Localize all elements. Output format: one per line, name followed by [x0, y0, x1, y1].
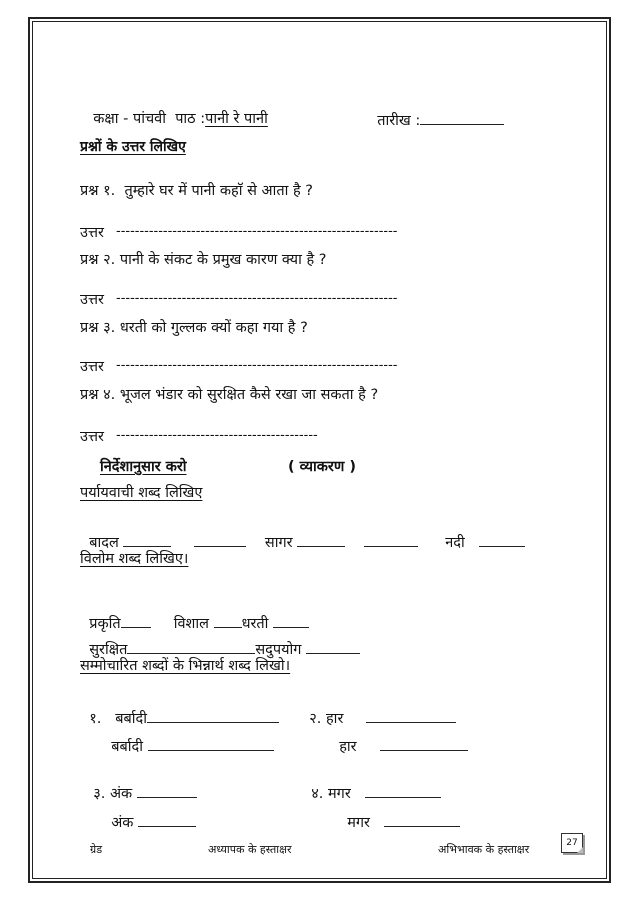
- section-title: प्रश्नों के उत्तर लिखिए: [80, 139, 186, 155]
- synonym-word-1: बादल: [89, 535, 119, 551]
- date-blank: [420, 110, 504, 125]
- question-3: प्रश्न ३. धरती को गुल्लक क्यों कहा गया है ?: [80, 320, 308, 336]
- homonym-item-2b: [330, 718, 468, 756]
- answer-line-2: ------------------------------------------------------------: [116, 291, 398, 306]
- homonyms-title: सम्मोचारित शब्दों के भिन्नार्थ शब्द लिखो।: [80, 658, 291, 674]
- homonym-num-4: ४.: [311, 786, 324, 802]
- homonym-word-1: बर्बादी: [115, 711, 147, 727]
- homonym-word-2: हार: [325, 711, 344, 727]
- antonym-word-4: सुरक्षित: [89, 642, 128, 658]
- date-field: [368, 92, 504, 130]
- footer-teacher-sign: अध्यापक के हस्ताक्षर: [208, 843, 292, 856]
- antonyms-title: विलोम शब्द लिखिए।: [80, 551, 189, 567]
- synonyms-title: पर्यायवाची शब्द लिखिए: [80, 485, 203, 501]
- homonym-word-3: अंक: [109, 786, 133, 802]
- homonym-item-4b: [338, 794, 460, 832]
- date-label: तारीख :: [377, 113, 421, 129]
- homonym-word-2b: हार: [339, 739, 357, 755]
- antonym-blank-5: [306, 639, 360, 654]
- antonym-word-1: प्रकृति: [89, 616, 121, 632]
- synonym-blank-1a: [123, 532, 171, 547]
- question-1: प्रश्न १. तुम्हारे घर में पानी कहाॅ से आता है ?: [80, 183, 313, 199]
- answer-label-4: उत्तर: [80, 429, 104, 445]
- answer-line-1: ------------------------------------------------------------: [116, 224, 398, 239]
- answer-line-4: -------------------------------------------: [116, 428, 318, 443]
- antonym-word-5: सदुपयोग: [255, 642, 302, 658]
- synonym-word-3: नदी: [445, 535, 465, 551]
- synonym-blank-3: [479, 532, 525, 547]
- homonym-num-3: ३.: [93, 786, 106, 802]
- footer-parent-sign: अभिभावक के हस्ताक्षर: [438, 843, 530, 856]
- question-4: प्रश्न ४. भूजल भंडार को सुरक्षित कैसे रखा जा सकता है ?: [80, 387, 379, 403]
- page-number: 27: [561, 833, 583, 853]
- question-2: प्रश्न २. पानी के संकट के प्रमुख कारण क्या है ?: [80, 252, 327, 268]
- synonym-row: [80, 514, 525, 552]
- answer-line-3: ------------------------------------------------------------: [116, 358, 398, 373]
- homonym-word-1b: बर्बादी: [111, 739, 143, 755]
- antonym-word-2: विशाल: [173, 616, 209, 632]
- antonym-row-2: [80, 621, 360, 659]
- answer-label-1: उत्तर: [80, 225, 104, 241]
- homonym-word-4b: मगर: [347, 815, 370, 831]
- grammar-subtitle: ( व्याकरण ): [288, 459, 357, 475]
- homonym-item-3b: [102, 794, 196, 832]
- answer-label-2: उत्तर: [80, 292, 104, 308]
- homonym-item-1b: [102, 718, 274, 756]
- class-label: कक्षा - पांचवी पाठ :: [93, 111, 206, 127]
- synonym-blank-2b: [364, 532, 418, 547]
- synonym-blank-1b: [194, 532, 246, 547]
- homonym-blank-1b: [148, 736, 274, 751]
- homonym-word-3b: अंक: [111, 815, 134, 831]
- homonym-blank-3b: [138, 812, 196, 827]
- lesson-title: पानी रे पानी: [205, 111, 268, 127]
- synonym-blank-2a: [297, 532, 345, 547]
- antonym-blank-4: [127, 639, 255, 654]
- homonym-num-1: १.: [89, 711, 102, 727]
- homonym-blank-2b: [380, 736, 468, 751]
- answer-label-3: उत्तर: [80, 359, 104, 375]
- footer-grade: ग्रेड: [90, 843, 103, 856]
- grammar-title: निर्देशानुसार करो: [100, 459, 187, 475]
- header-line: [84, 92, 268, 128]
- homonym-num-2: २.: [309, 711, 322, 727]
- synonym-word-2: सागर: [264, 535, 293, 551]
- antonym-word-3: धरती: [241, 616, 269, 632]
- homonym-blank-4b: [384, 812, 460, 827]
- homonym-word-4: मगर: [327, 786, 351, 802]
